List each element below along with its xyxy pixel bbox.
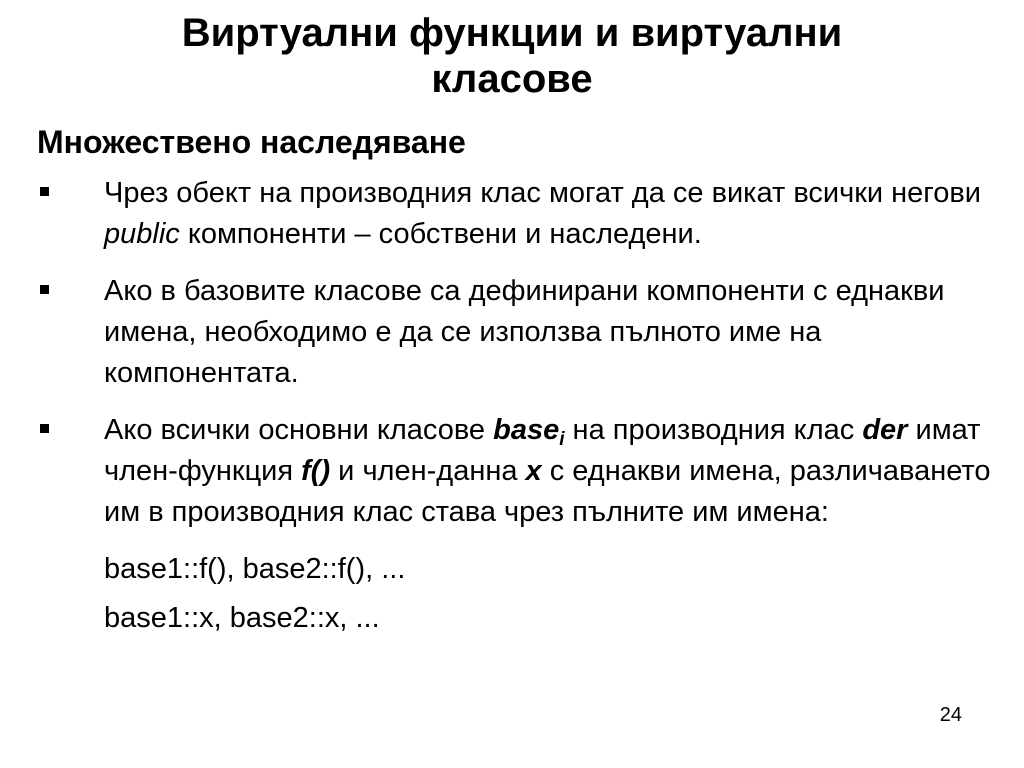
bullet-text-3: [104, 410, 994, 533]
base-class-term: [493, 414, 565, 450]
bullet-1-public-keyword: public: [104, 218, 180, 250]
bullet-text-2: Ако в базовите класове са дефинирани компоненти с еднакви имена, необходимо е да се използва пълното име на компонентата.: [104, 275, 945, 389]
page-number: 24: [939, 704, 962, 726]
slide-title-line-2: класове: [431, 57, 593, 101]
bullet-1-text-b: компоненти – собствени и наследени.: [179, 218, 702, 250]
bullet-3-text-b: на производния клас: [564, 414, 863, 446]
base-class-name: base: [493, 414, 560, 446]
code-example-line-2: base1::x, base2::x, ...: [104, 602, 380, 634]
slide-title-line-1: Виртуални функции и виртуални: [181, 11, 843, 55]
bullet-3-text-c: имат член-функция: [104, 414, 981, 487]
derived-class-term: der: [862, 414, 908, 446]
bullet-text-1: [104, 173, 994, 255]
slide-title: [0, 10, 1024, 102]
section-subheading: Множествено наследяване: [37, 124, 466, 160]
code-example-line-1: base1::f(), base2::f(), ...: [104, 553, 406, 585]
slide-body: [0, 173, 1024, 647]
data-member-term: x: [525, 455, 542, 487]
bullet-item-1: [0, 173, 1024, 255]
bullet-1-text-a: Чрез обект на производния клас могат да се викат всички негови: [104, 177, 981, 209]
square-bullet-icon: [40, 424, 49, 433]
base-class-subscript: i: [559, 429, 565, 450]
bullet-3-text-d: и член-данна: [330, 455, 526, 487]
bullet-3-text-e: с еднакви имена, различаването им в производния клас става чрез пълните им имена:: [104, 455, 991, 528]
bullet-item-2: [0, 271, 1024, 394]
square-bullet-icon: [40, 285, 49, 294]
square-bullet-icon: [40, 187, 49, 196]
member-function-term: f(): [301, 455, 331, 487]
bullet-3-text-a: Ако всички основни класове: [104, 414, 494, 446]
bullet-item-3: [0, 410, 1024, 533]
